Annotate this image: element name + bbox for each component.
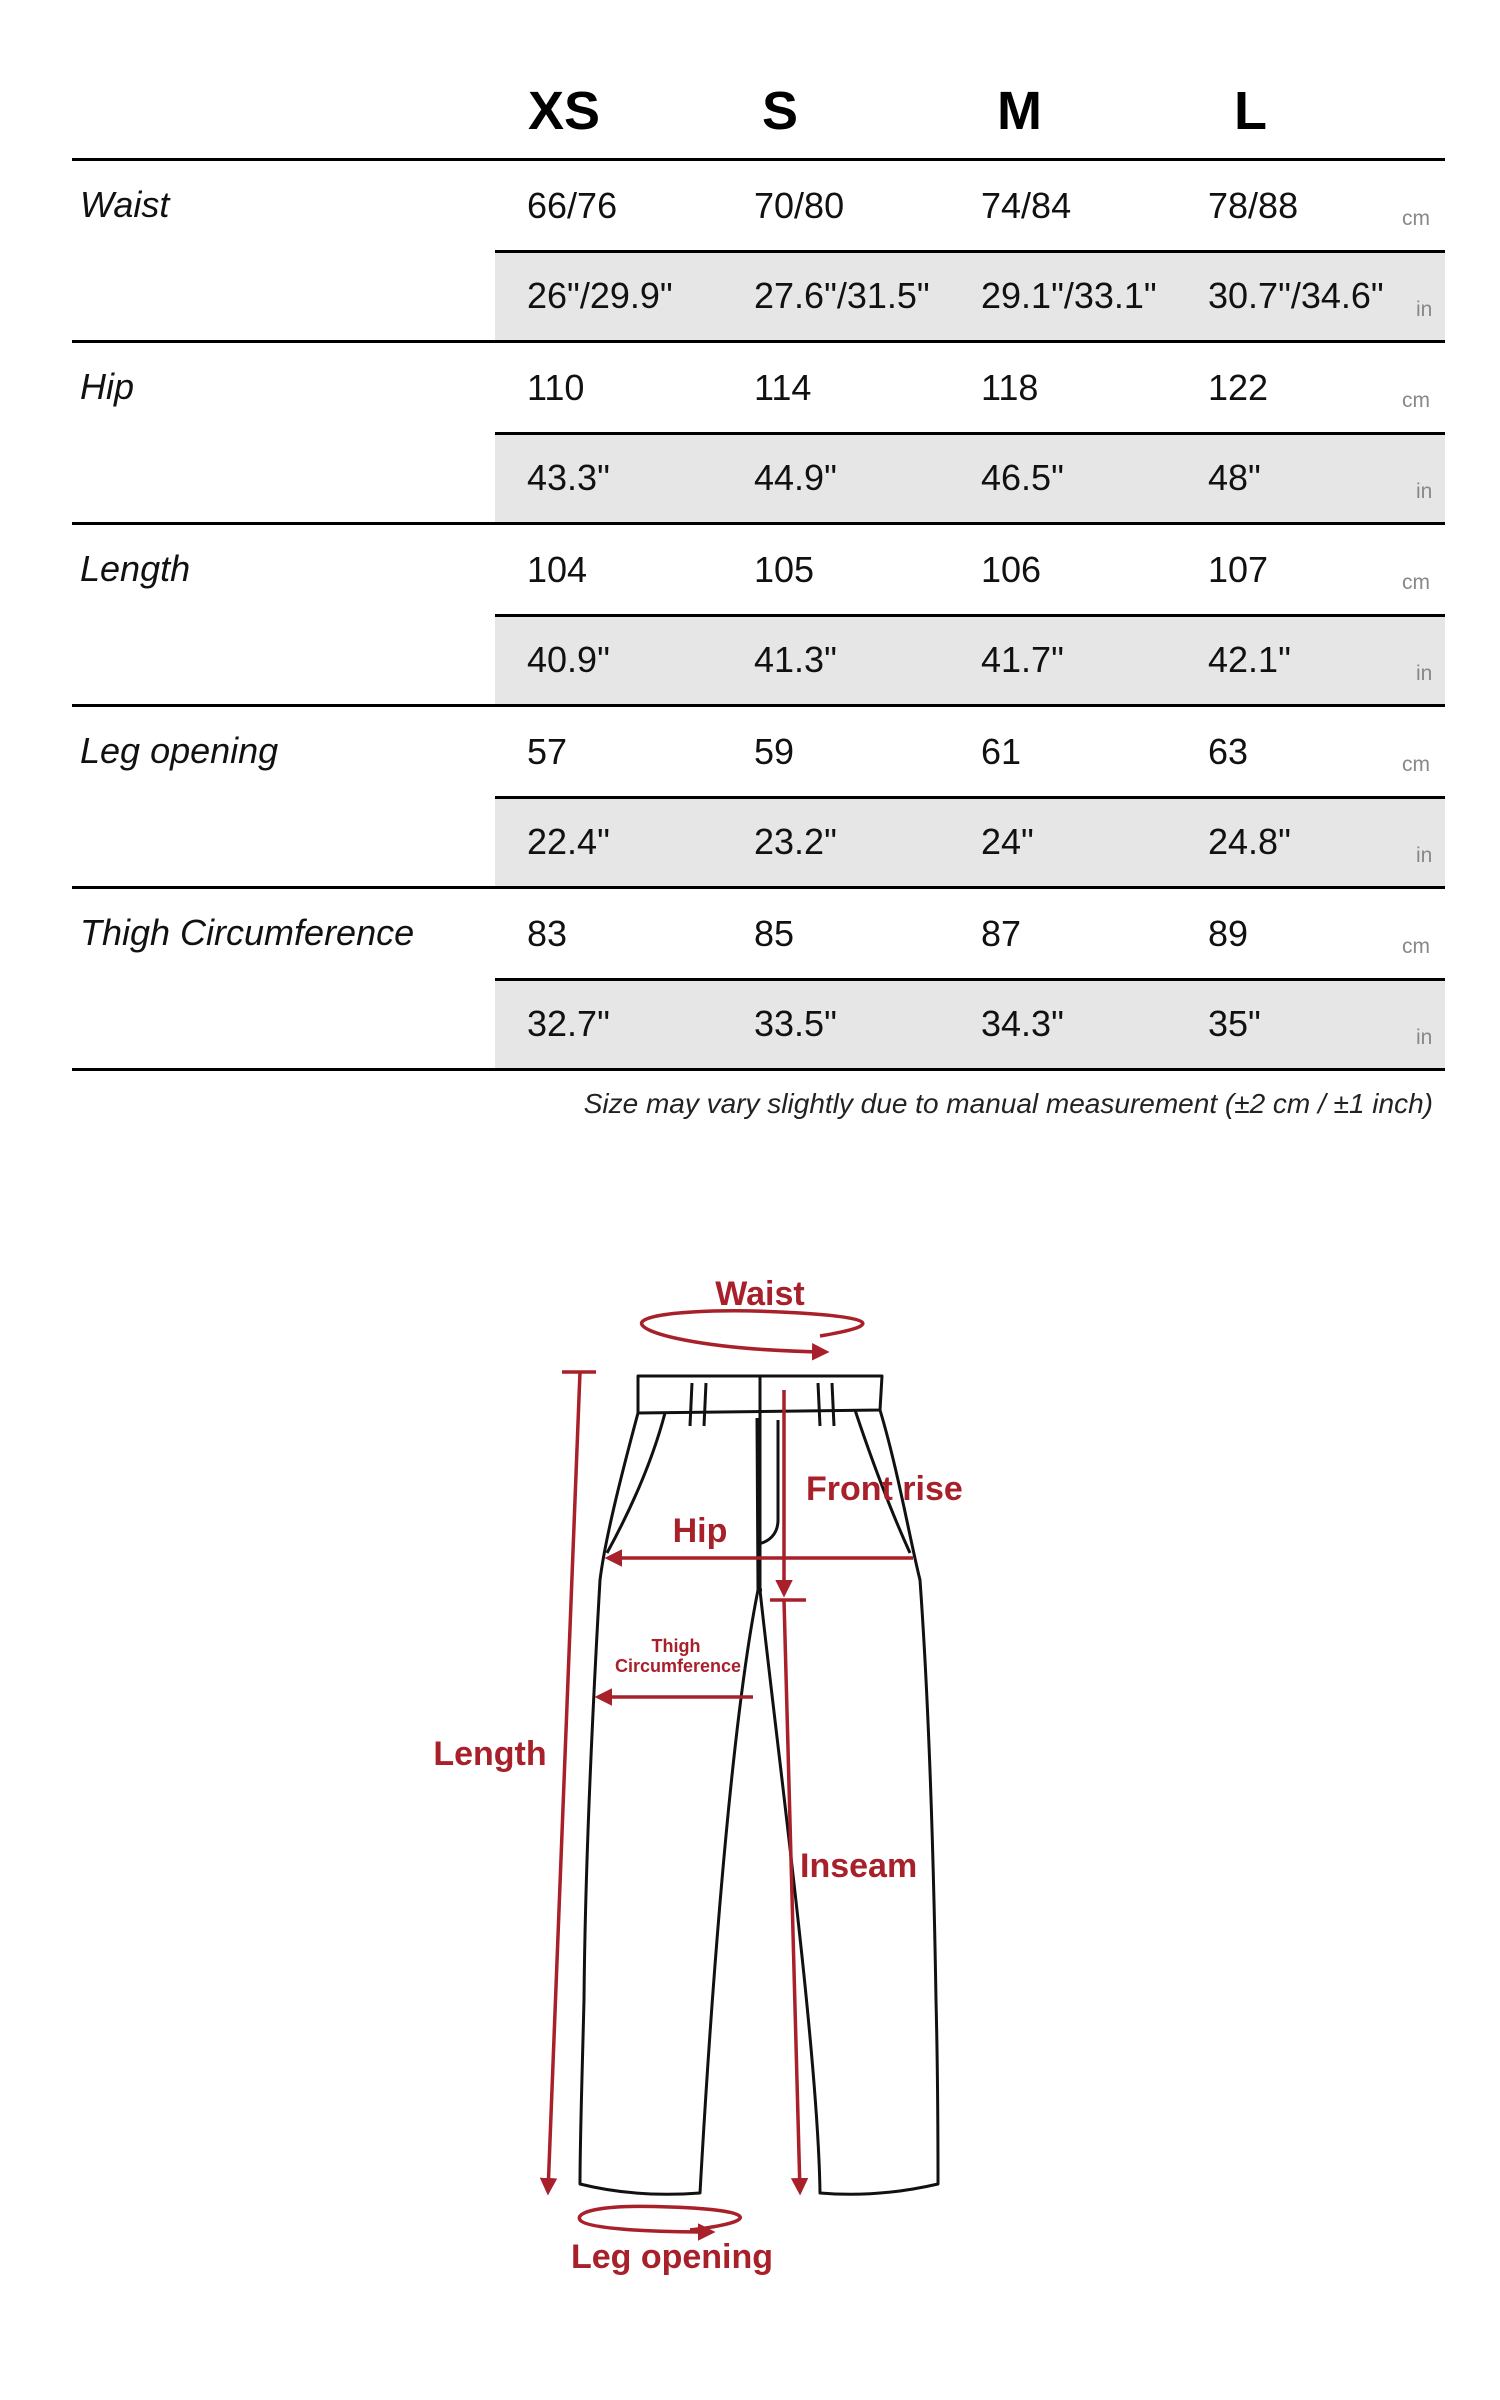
length-cm-s: 105 (754, 549, 815, 590)
waist-in-s: 27.6"/31.5" (754, 275, 930, 316)
length-in-l: 42.1" (1208, 639, 1291, 680)
unit-cm: cm (1402, 571, 1430, 594)
thigh-in-l: 35" (1208, 1003, 1261, 1044)
leg-opening-in-s: 23.2" (754, 821, 837, 862)
belt-loop (818, 1383, 820, 1426)
unit-divider (495, 796, 1445, 799)
length-in-s: 41.3" (754, 639, 837, 680)
leg-opening-in-xs: 22.4" (527, 821, 610, 862)
left-pocket (607, 1413, 665, 1553)
label-hip: Hip (672, 1512, 728, 1550)
hip-in-s: 44.9" (754, 457, 837, 498)
thigh-cm-m: 87 (981, 913, 1022, 954)
leg-opening-cm-m: 61 (981, 731, 1022, 772)
hip-in-m: 46.5" (981, 457, 1064, 498)
row-rule (72, 340, 1445, 343)
row-rule (72, 522, 1445, 525)
leg-opening-cm-xs: 57 (527, 731, 568, 772)
measurement-diagram (0, 1220, 1500, 2300)
leg-opening-cm-l: 63 (1208, 731, 1249, 772)
label-length: Length (433, 1735, 547, 1773)
unit-divider (495, 250, 1445, 253)
unit-divider (495, 432, 1445, 435)
unit-in: in (1416, 298, 1433, 321)
thigh-cm-xs: 83 (527, 913, 568, 954)
unit-divider (495, 978, 1445, 981)
length-cm-xs: 104 (527, 549, 588, 590)
unit-in: in (1416, 844, 1433, 867)
leg-opening-arrow (579, 2206, 740, 2232)
leg-opening-in-l: 24.8" (1208, 821, 1291, 862)
thigh-in-m: 34.3" (981, 1003, 1064, 1044)
inch-row-bg (495, 980, 1445, 1068)
waist-cm-l: 78/88 (1208, 185, 1299, 226)
unit-divider (495, 614, 1445, 617)
unit-cm: cm (1402, 389, 1430, 412)
unit-cm: cm (1402, 207, 1430, 230)
thigh-in-xs: 32.7" (527, 1003, 610, 1044)
bottom-rule (72, 1068, 1445, 1071)
row-label-length: Length (80, 548, 191, 589)
waist-in-l: 30.7"/34.6" (1208, 275, 1384, 316)
waist-arrow (642, 1311, 863, 1352)
left-leg (580, 1413, 758, 2194)
unit-cm: cm (1402, 753, 1430, 776)
unit-cm: cm (1402, 935, 1430, 958)
unit-in: in (1416, 480, 1433, 503)
measurement-arrows (548, 1311, 913, 2232)
leg-opening-cm-s: 59 (754, 731, 795, 772)
inch-row-bg (495, 798, 1445, 886)
row-label-hip: Hip (80, 366, 135, 407)
row-rule (72, 886, 1445, 889)
header-rule (72, 158, 1445, 161)
row-label-thigh: Thigh Circumference (80, 912, 415, 953)
length-arrow (548, 1372, 580, 2192)
measurement-note: Size may vary slightly due to manual measurement (±2 cm / ±1 inch) (583, 1088, 1433, 1119)
waist-cm-s: 70/80 (754, 185, 845, 226)
belt-loop (690, 1383, 692, 1426)
belt-loop (704, 1383, 706, 1426)
length-cm-m: 106 (981, 549, 1042, 590)
length-cm-l: 107 (1208, 549, 1269, 590)
size-header-s: S (762, 81, 799, 141)
inch-row-bg (495, 434, 1445, 522)
hip-cm-s: 114 (754, 367, 812, 408)
hip-cm-m: 118 (981, 367, 1039, 408)
hip-in-l: 48" (1208, 457, 1261, 498)
label-inseam: Inseam (800, 1847, 918, 1885)
unit-in: in (1416, 1026, 1433, 1049)
label-thigh-line2: Circumference (614, 1656, 742, 1676)
inseam-arrow (784, 1600, 800, 2192)
row-label-waist: Waist (80, 184, 170, 225)
leg-opening-in-m: 24" (981, 821, 1034, 862)
hip-cm-xs: 110 (527, 367, 585, 408)
waist-in-xs: 26"/29.9" (527, 275, 673, 316)
thigh-in-s: 33.5" (754, 1003, 837, 1044)
size-table (0, 0, 1500, 1140)
label-leg-opening: Leg opening (570, 2238, 774, 2276)
belt-loop (832, 1383, 834, 1426)
unit-in: in (1416, 662, 1433, 685)
size-header-l: L (1234, 81, 1267, 141)
thigh-cm-s: 85 (754, 913, 795, 954)
label-front-rise: Front rise (806, 1470, 963, 1508)
waist-cm-m: 74/84 (981, 185, 1072, 226)
waist-in-m: 29.1"/33.1" (981, 275, 1157, 316)
inch-row-bg (495, 616, 1445, 704)
thigh-cm-l: 89 (1208, 913, 1249, 954)
label-waist: Waist (715, 1275, 805, 1313)
waist-cm-xs: 66/76 (527, 185, 618, 226)
size-header-m: M (997, 81, 1042, 141)
row-rule (72, 704, 1445, 707)
row-label-leg-opening: Leg opening (80, 730, 279, 771)
label-thigh-line1: Thigh (651, 1636, 701, 1656)
length-in-xs: 40.9" (527, 639, 610, 680)
right-leg (760, 1410, 938, 2194)
size-header-xs: XS (528, 81, 601, 141)
hip-cm-l: 122 (1208, 367, 1269, 408)
length-in-m: 41.7" (981, 639, 1064, 680)
hip-in-xs: 43.3" (527, 457, 610, 498)
